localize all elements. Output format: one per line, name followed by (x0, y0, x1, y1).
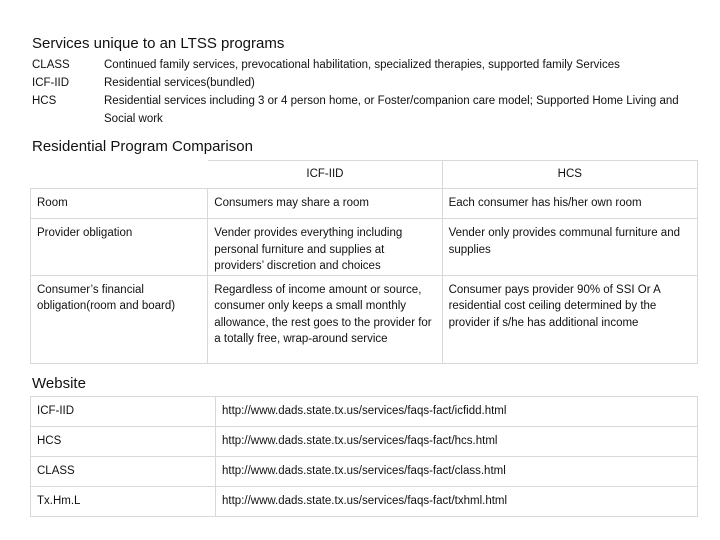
service-description: Continued family services, prevocational habilitation, specialized therapies, supported family Services (104, 59, 620, 71)
services-list (32, 56, 692, 128)
table-row (31, 189, 698, 219)
icf-cell: Vender provides everything including personal furniture and supplies at providers’ discretion and choices (208, 219, 442, 276)
hcs-cell: Consumer pays provider 90% of SSI Or A residential cost ceiling determined by the provider if s/he has additional income (442, 275, 697, 363)
service-description: Residential services(bundled) (104, 77, 255, 89)
program-name: CLASS (31, 457, 216, 487)
table-row (31, 427, 698, 457)
services-heading: Services unique to an LTSS programs (32, 35, 285, 52)
table-row (31, 487, 698, 517)
comparison-heading: Residential Program Comparison (32, 138, 253, 155)
table-row (31, 457, 698, 487)
website-heading: Website (32, 375, 86, 392)
table-row (31, 275, 698, 363)
website-link[interactable]: http://www.dads.state.tx.us/services/faqs-fact/hcs.html (216, 427, 698, 457)
hcs-cell: Each consumer has his/her own room (442, 189, 697, 219)
website-link[interactable]: http://www.dads.state.tx.us/services/faqs-fact/txhml.html (216, 487, 698, 517)
comparison-table (30, 160, 698, 364)
table-row (31, 397, 698, 427)
icf-cell: Regardless of income amount or source, consumer only keeps a small monthly allowance, the rest goes to the provider for a totally free, wrap-around service (208, 275, 442, 363)
row-label: Room (31, 189, 208, 219)
header-cell-empty (31, 161, 208, 189)
service-row (32, 74, 692, 92)
service-description: Residential services including 3 or 4 person home, or Foster/companion care model; Supported Home Living and Social work (104, 95, 679, 125)
table-row (31, 219, 698, 276)
program-name: Tx.Hm.L (31, 487, 216, 517)
program-name: HCS (31, 427, 216, 457)
website-link[interactable]: http://www.dads.state.tx.us/services/faqs-fact/icfidd.html (216, 397, 698, 427)
service-name: HCS (32, 95, 57, 107)
row-label: Provider obligation (31, 219, 208, 276)
service-name: CLASS (32, 59, 70, 71)
hcs-cell: Vender only provides communal furniture and supplies (442, 219, 697, 276)
header-cell-hcs: HCS (442, 161, 697, 189)
icf-cell: Consumers may share a room (208, 189, 442, 219)
service-row (32, 56, 692, 74)
service-name: ICF-IID (32, 77, 70, 89)
header-cell-icf: ICF-IID (208, 161, 442, 189)
service-row (32, 92, 692, 128)
website-table (30, 396, 698, 517)
website-link[interactable]: http://www.dads.state.tx.us/services/faqs-fact/class.html (216, 457, 698, 487)
program-name: ICF-IID (31, 397, 216, 427)
table-header-row (31, 161, 698, 189)
row-label: Consumer’s financial obligation(room and board) (31, 275, 208, 363)
